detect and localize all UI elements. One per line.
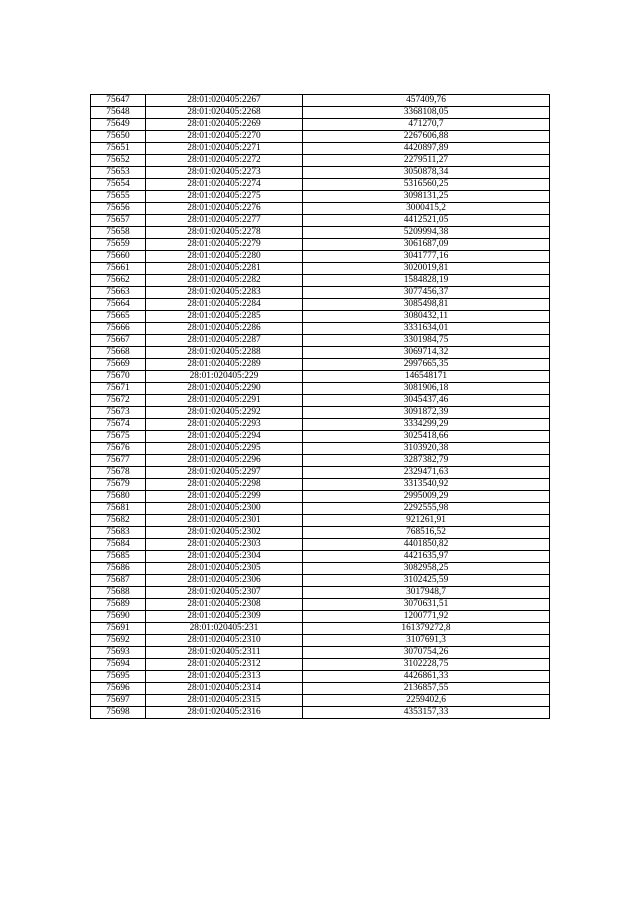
- cadastral-value-cell: 4412521,05: [303, 215, 550, 227]
- row-number-cell: 75661: [91, 263, 146, 275]
- cadastral-value-cell: 3020019,81: [303, 263, 550, 275]
- cadastral-value-cell: 3091872,39: [303, 407, 550, 419]
- cadastral-number-cell: 28:01:020405:2279: [146, 239, 303, 251]
- row-number-cell: 75670: [91, 371, 146, 383]
- row-number-cell: 75694: [91, 659, 146, 671]
- cadastral-number-cell: 28:01:020405:2304: [146, 551, 303, 563]
- cadastral-value-cell: 4353157,33: [303, 707, 550, 719]
- cadastral-value-cell: 146548171: [303, 371, 550, 383]
- row-number-cell: 75654: [91, 179, 146, 191]
- cadastral-value-cell: 3313540,92: [303, 479, 550, 491]
- row-number-cell: 75683: [91, 527, 146, 539]
- row-number-cell: 75653: [91, 167, 146, 179]
- cadastral-number-cell: 28:01:020405:2269: [146, 119, 303, 131]
- cadastral-number-cell: 28:01:020405:2281: [146, 263, 303, 275]
- row-number-cell: 75659: [91, 239, 146, 251]
- table-row: [91, 311, 550, 323]
- table-row: [91, 203, 550, 215]
- cadastral-value-cell: 5316560,25: [303, 179, 550, 191]
- row-number-cell: 75682: [91, 515, 146, 527]
- table-row: [91, 299, 550, 311]
- cadastral-number-cell: 28:01:020405:2272: [146, 155, 303, 167]
- row-number-cell: 75658: [91, 227, 146, 239]
- row-number-cell: 75680: [91, 491, 146, 503]
- cadastral-number-cell: 28:01:020405:2267: [146, 95, 303, 107]
- cadastral-number-cell: 28:01:020405:2280: [146, 251, 303, 263]
- table-body: [91, 95, 550, 719]
- cadastral-value-cell: 2279511,27: [303, 155, 550, 167]
- row-number-cell: 75676: [91, 443, 146, 455]
- row-number-cell: 75648: [91, 107, 146, 119]
- table-row: [91, 215, 550, 227]
- cadastral-value-cell: 161379272,8: [303, 623, 550, 635]
- cadastral-number-cell: 28:01:020405:2274: [146, 179, 303, 191]
- cadastral-value-cell: 3050878,34: [303, 167, 550, 179]
- row-number-cell: 75689: [91, 599, 146, 611]
- row-number-cell: 75679: [91, 479, 146, 491]
- table-row: [91, 107, 550, 119]
- cadastral-value-cell: 3070754,26: [303, 647, 550, 659]
- cadastral-value-cell: 2267606,88: [303, 131, 550, 143]
- cadastral-value-cell: 3103920,38: [303, 443, 550, 455]
- row-number-cell: 75647: [91, 95, 146, 107]
- table-row: [91, 611, 550, 623]
- cadastral-number-cell: 28:01:020405:2287: [146, 335, 303, 347]
- table-row: [91, 323, 550, 335]
- cadastral-number-cell: 28:01:020405:2292: [146, 407, 303, 419]
- cadastral-value-cell: 3085498,81: [303, 299, 550, 311]
- table-row: [91, 119, 550, 131]
- table-row: [91, 659, 550, 671]
- cadastral-value-cell: 3025418,66: [303, 431, 550, 443]
- cadastral-value-cell: 3000415,2: [303, 203, 550, 215]
- cadastral-value-cell: 768516,52: [303, 527, 550, 539]
- cadastral-number-cell: 28:01:020405:2282: [146, 275, 303, 287]
- table-row: [91, 419, 550, 431]
- cadastral-value-cell: 3301984,75: [303, 335, 550, 347]
- row-number-cell: 75665: [91, 311, 146, 323]
- row-number-cell: 75651: [91, 143, 146, 155]
- table-row: [91, 515, 550, 527]
- row-number-cell: 75650: [91, 131, 146, 143]
- row-number-cell: 75662: [91, 275, 146, 287]
- cadastral-number-cell: 28:01:020405:2316: [146, 707, 303, 719]
- table-row: [91, 539, 550, 551]
- table-row: [91, 623, 550, 635]
- cadastral-number-cell: 28:01:020405:231: [146, 623, 303, 635]
- cadastral-value-cell: 4401850,82: [303, 539, 550, 551]
- row-number-cell: 75649: [91, 119, 146, 131]
- table-row: [91, 455, 550, 467]
- row-number-cell: 75664: [91, 299, 146, 311]
- table-row: [91, 347, 550, 359]
- cadastral-value-cell: 3061687,09: [303, 239, 550, 251]
- cadastral-value-cell: 2995009,29: [303, 491, 550, 503]
- cadastral-number-cell: 28:01:020405:2278: [146, 227, 303, 239]
- cadastral-value-table: [90, 94, 550, 719]
- table-row: [91, 695, 550, 707]
- cadastral-value-cell: 3107691,3: [303, 635, 550, 647]
- cadastral-value-cell: 1584828,19: [303, 275, 550, 287]
- table-row: [91, 371, 550, 383]
- table-row: [91, 155, 550, 167]
- cadastral-number-cell: 28:01:020405:2285: [146, 311, 303, 323]
- cadastral-value-cell: 5209994,38: [303, 227, 550, 239]
- cadastral-value-cell: 3069714,32: [303, 347, 550, 359]
- row-number-cell: 75698: [91, 707, 146, 719]
- table-row: [91, 263, 550, 275]
- cadastral-value-cell: 2136857,55: [303, 683, 550, 695]
- cadastral-number-cell: 28:01:020405:2289: [146, 359, 303, 371]
- cadastral-number-cell: 28:01:020405:2273: [146, 167, 303, 179]
- row-number-cell: 75656: [91, 203, 146, 215]
- cadastral-number-cell: 28:01:020405:2271: [146, 143, 303, 155]
- row-number-cell: 75669: [91, 359, 146, 371]
- cadastral-value-cell: 3287382,79: [303, 455, 550, 467]
- row-number-cell: 75677: [91, 455, 146, 467]
- table-row: [91, 191, 550, 203]
- cadastral-value-cell: 3070631,51: [303, 599, 550, 611]
- table-row: [91, 251, 550, 263]
- row-number-cell: 75688: [91, 587, 146, 599]
- cadastral-value-cell: 3331634,01: [303, 323, 550, 335]
- cadastral-value-cell: 457409,76: [303, 95, 550, 107]
- table-row: [91, 227, 550, 239]
- row-number-cell: 75655: [91, 191, 146, 203]
- row-number-cell: 75652: [91, 155, 146, 167]
- cadastral-number-cell: 28:01:020405:2268: [146, 107, 303, 119]
- row-number-cell: 75693: [91, 647, 146, 659]
- row-number-cell: 75695: [91, 671, 146, 683]
- table-row: [91, 239, 550, 251]
- cadastral-number-cell: 28:01:020405:2309: [146, 611, 303, 623]
- cadastral-value-cell: 3368108,05: [303, 107, 550, 119]
- row-number-cell: 75697: [91, 695, 146, 707]
- cadastral-number-cell: 28:01:020405:2296: [146, 455, 303, 467]
- row-number-cell: 75678: [91, 467, 146, 479]
- cadastral-value-cell: 4426861,33: [303, 671, 550, 683]
- cadastral-value-cell: 3045437,46: [303, 395, 550, 407]
- cadastral-value-cell: 3334299,29: [303, 419, 550, 431]
- row-number-cell: 75685: [91, 551, 146, 563]
- row-number-cell: 75675: [91, 431, 146, 443]
- row-number-cell: 75686: [91, 563, 146, 575]
- table-row: [91, 167, 550, 179]
- cadastral-value-cell: 3102425,59: [303, 575, 550, 587]
- table-row: [91, 635, 550, 647]
- row-number-cell: 75696: [91, 683, 146, 695]
- cadastral-number-cell: 28:01:020405:2277: [146, 215, 303, 227]
- cadastral-value-cell: 3081906,18: [303, 383, 550, 395]
- table-row: [91, 143, 550, 155]
- cadastral-value-cell: 1200771,92: [303, 611, 550, 623]
- cadastral-number-cell: 28:01:020405:2295: [146, 443, 303, 455]
- cadastral-number-cell: 28:01:020405:2308: [146, 599, 303, 611]
- cadastral-number-cell: 28:01:020405:2307: [146, 587, 303, 599]
- cadastral-number-cell: 28:01:020405:2314: [146, 683, 303, 695]
- row-number-cell: 75666: [91, 323, 146, 335]
- cadastral-number-cell: 28:01:020405:2305: [146, 563, 303, 575]
- table-row: [91, 527, 550, 539]
- row-number-cell: 75671: [91, 383, 146, 395]
- cadastral-value-cell: 2259402,6: [303, 695, 550, 707]
- table-row: [91, 431, 550, 443]
- cadastral-value-cell: 3017948,7: [303, 587, 550, 599]
- cadastral-value-cell: 4420897,89: [303, 143, 550, 155]
- cadastral-value-cell: 3098131,25: [303, 191, 550, 203]
- cadastral-number-cell: 28:01:020405:2288: [146, 347, 303, 359]
- cadastral-number-cell: 28:01:020405:2276: [146, 203, 303, 215]
- table-row: [91, 95, 550, 107]
- cadastral-number-cell: 28:01:020405:2300: [146, 503, 303, 515]
- table-row: [91, 275, 550, 287]
- cadastral-number-cell: 28:01:020405:229: [146, 371, 303, 383]
- cadastral-number-cell: 28:01:020405:2293: [146, 419, 303, 431]
- cadastral-number-cell: 28:01:020405:2312: [146, 659, 303, 671]
- cadastral-number-cell: 28:01:020405:2270: [146, 131, 303, 143]
- table-row: [91, 503, 550, 515]
- table-row: [91, 467, 550, 479]
- table-row: [91, 491, 550, 503]
- cadastral-number-cell: 28:01:020405:2306: [146, 575, 303, 587]
- cadastral-number-cell: 28:01:020405:2303: [146, 539, 303, 551]
- row-number-cell: 75691: [91, 623, 146, 635]
- row-number-cell: 75692: [91, 635, 146, 647]
- row-number-cell: 75681: [91, 503, 146, 515]
- cadastral-number-cell: 28:01:020405:2297: [146, 467, 303, 479]
- cadastral-number-cell: 28:01:020405:2315: [146, 695, 303, 707]
- cadastral-number-cell: 28:01:020405:2313: [146, 671, 303, 683]
- cadastral-number-cell: 28:01:020405:2301: [146, 515, 303, 527]
- cadastral-number-cell: 28:01:020405:2294: [146, 431, 303, 443]
- table-row: [91, 575, 550, 587]
- row-number-cell: 75673: [91, 407, 146, 419]
- cadastral-value-cell: 3102228,75: [303, 659, 550, 671]
- cadastral-value-cell: 2997665,35: [303, 359, 550, 371]
- cadastral-number-cell: 28:01:020405:2302: [146, 527, 303, 539]
- table-row: [91, 563, 550, 575]
- table-row: [91, 587, 550, 599]
- table-row: [91, 131, 550, 143]
- row-number-cell: 75657: [91, 215, 146, 227]
- row-number-cell: 75687: [91, 575, 146, 587]
- table-row: [91, 479, 550, 491]
- table-row: [91, 335, 550, 347]
- cadastral-value-cell: 471270,7: [303, 119, 550, 131]
- cadastral-value-cell: 2329471,63: [303, 467, 550, 479]
- row-number-cell: 75690: [91, 611, 146, 623]
- cadastral-number-cell: 28:01:020405:2275: [146, 191, 303, 203]
- cadastral-value-cell: 3041777,16: [303, 251, 550, 263]
- cadastral-number-cell: 28:01:020405:2311: [146, 647, 303, 659]
- row-number-cell: 75684: [91, 539, 146, 551]
- cadastral-value-cell: 3077456,37: [303, 287, 550, 299]
- table-row: [91, 179, 550, 191]
- table-row: [91, 443, 550, 455]
- table-row: [91, 551, 550, 563]
- table-row: [91, 671, 550, 683]
- table-row: [91, 683, 550, 695]
- cadastral-number-cell: 28:01:020405:2286: [146, 323, 303, 335]
- cadastral-number-cell: 28:01:020405:2291: [146, 395, 303, 407]
- cadastral-value-cell: 3082958,25: [303, 563, 550, 575]
- cadastral-value-cell: 921261,91: [303, 515, 550, 527]
- row-number-cell: 75660: [91, 251, 146, 263]
- cadastral-value-cell: 3080432,11: [303, 311, 550, 323]
- cadastral-number-cell: 28:01:020405:2284: [146, 299, 303, 311]
- cadastral-number-cell: 28:01:020405:2310: [146, 635, 303, 647]
- table-row: [91, 287, 550, 299]
- table-row: [91, 359, 550, 371]
- row-number-cell: 75668: [91, 347, 146, 359]
- cadastral-value-cell: 2292555,98: [303, 503, 550, 515]
- cadastral-number-cell: 28:01:020405:2283: [146, 287, 303, 299]
- row-number-cell: 75672: [91, 395, 146, 407]
- table-row: [91, 647, 550, 659]
- row-number-cell: 75667: [91, 335, 146, 347]
- table-row: [91, 407, 550, 419]
- table-row: [91, 707, 550, 719]
- table-row: [91, 383, 550, 395]
- row-number-cell: 75663: [91, 287, 146, 299]
- row-number-cell: 75674: [91, 419, 146, 431]
- table-row: [91, 395, 550, 407]
- cadastral-number-cell: 28:01:020405:2298: [146, 479, 303, 491]
- cadastral-number-cell: 28:01:020405:2290: [146, 383, 303, 395]
- cadastral-value-cell: 4421635,97: [303, 551, 550, 563]
- table-row: [91, 599, 550, 611]
- cadastral-number-cell: 28:01:020405:2299: [146, 491, 303, 503]
